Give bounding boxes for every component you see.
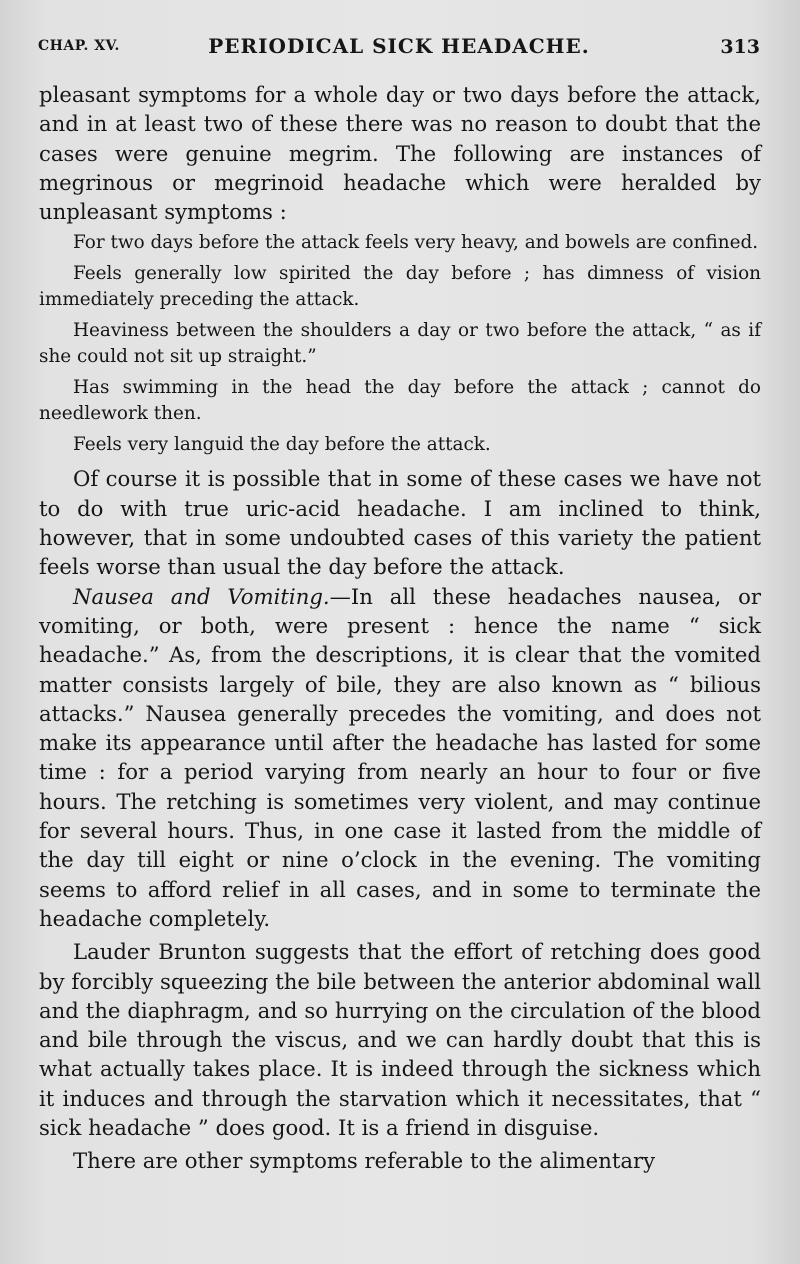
brunton-paragraph: Lauder Brunton suggests that the effort of retching does good by forcibly squeezing the bile between the anterior abdominal wall and the diaphragm, and so hurrying on the circulation of the blood and bile through the viscus, and we can hardly doubt that this is what actually takes place. It is indeed through the sickness which it induces and through the starvation which it necessitates, that “ sick headache ” does good. It is a friend in disguise. [39,939,761,1141]
page-title: PERIODICAL SICK HEADACHE. [208,34,590,58]
case-item: For two days before the attack feels very heavy, and bowels are confined. [73,232,759,254]
nausea-heading: Nausea and Vomiting. [73,583,330,609]
chapter-label: CHAP. XV. [38,38,120,54]
case-item: Feels very languid the day before the attack. [73,434,491,456]
case-item: Heaviness between the shoulders a day or two before the attack, “ as if she could not sit up straight.” [39,320,761,368]
final-line: There are other symptoms referable to the alimentary [73,1148,656,1174]
case-item: Has swimming in the head the day before the attack ; cannot do needlework then. [39,377,761,425]
case-item: Feels generally low spirited the day before ; has dimness of vision immediately preceding the attack. [39,263,761,311]
running-header [38,34,760,64]
nausea-text: —In all these headaches nausea, or vomiting, or both, were present : hence the name “ sick headache.” As, from the descriptions, it is clear that the vomited matter consists largely of bile, they are also known as “ bilious attacks.” Nausea generally precedes the vomiting, and does not make its appearance until after the headache has lasted for some time : for a period varying from nearly an hour to four or five hours. The retching is sometimes very violent, and may continue for several hours. Thus, in one case it lasted from the middle of the day till eight or nine o’clock in the evening. The vomiting seems to afford relief in all cases, and in some to terminate the headache completely. [39,583,761,931]
paragraph-of-course: Of course it is possible that in some of these cases we have not to do with true uric-acid headache. I am inclined to think, however, that in some undoubted cases of this variety the patient feels worse than usual the day before the attack. [39,466,761,580]
case-list [39,230,761,458]
intro-paragraph: pleasant symptoms for a whole day or two days before the attack, and in at least two of these there was no reason to doubt that the cases were genuine megrim. The following are instances of megrinous or megrinoid headache which were heralded by unpleasant symptoms : [39,82,761,225]
page-number: 313 [720,36,760,58]
page-body [39,80,761,1176]
nausea-paragraph [39,582,761,934]
